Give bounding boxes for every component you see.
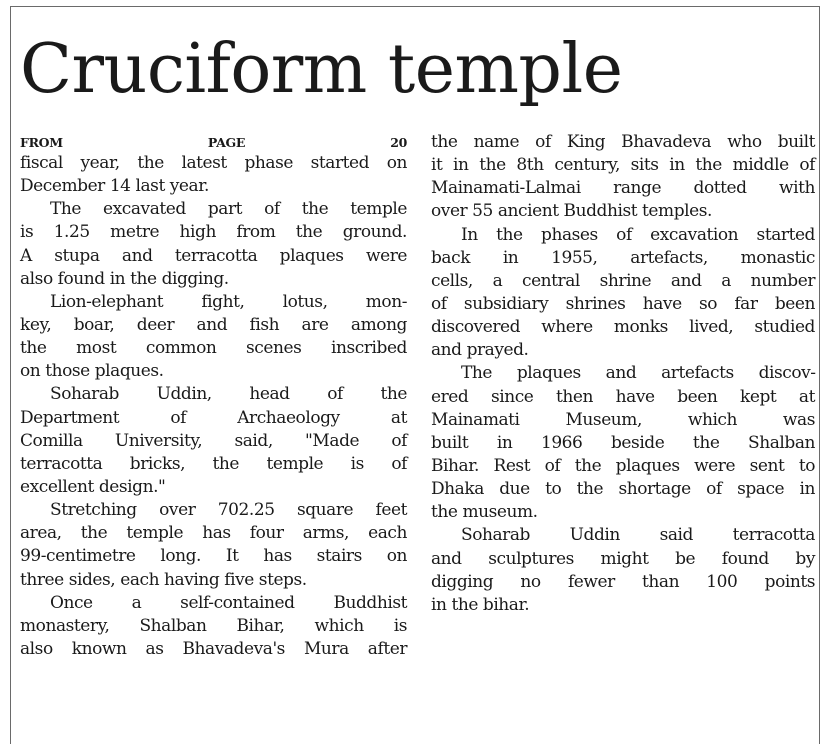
text-line: the name of King Bhavadeva who built [431, 132, 815, 152]
text-line: three sides, each having five steps. [20, 569, 307, 590]
clipping-border-left [10, 6, 11, 744]
clipping-border-top [10, 6, 820, 7]
text-line: the museum. [431, 502, 538, 523]
text-line: ered since then have been kept at [431, 386, 815, 407]
text-line: and prayed. [431, 340, 529, 361]
text-line: the most common scenes inscribed [20, 338, 407, 359]
text-line: Department of Archaeology at [20, 407, 407, 428]
text-line: A stupa and terracotta plaques were [20, 245, 407, 266]
article-column-right [431, 131, 815, 617]
text-line: Lion-elephant fight, lotus, mon- [50, 291, 407, 312]
text-line: Soharab Uddin said terracotta [461, 525, 815, 546]
text-line: back in 1955, artefacts, monastic [431, 247, 815, 268]
text-line: of subsidiary shrines have so far been [431, 293, 815, 314]
text-line: The plaques and artefacts discov- [461, 363, 815, 384]
text-line: The excavated part of the temple [50, 199, 407, 220]
text-line: digging no fewer than 100 points [431, 571, 815, 592]
text-line: is 1.25 metre high from the ground. [20, 222, 407, 243]
text-line: area, the temple has four arms, each [20, 523, 407, 544]
text-line: key, boar, deer and fish are among [20, 314, 407, 335]
text-line: also found in the digging. [20, 268, 229, 289]
text-line: terracotta bricks, the temple is of [20, 453, 407, 474]
text-line: fiscal year, the latest phase started on [20, 153, 407, 173]
text-line: Comilla University, said, "Made of [20, 430, 407, 451]
article-headline: Cruciform temple [20, 30, 623, 109]
text-line: Stretching over 702.25 square feet [50, 500, 407, 521]
text-line: excellent design." [20, 476, 166, 497]
text-line: cells, a central shrine and a number [431, 270, 815, 291]
text-line: over 55 ancient Buddhist temples. [431, 201, 712, 222]
clipping-border-right [819, 6, 820, 744]
text-line: on those plaques. [20, 361, 164, 382]
text-line: in the bihar. [431, 594, 530, 615]
text-line: 99-centimetre long. It has stairs on [20, 546, 407, 567]
text-line: Mainamati-Lalmai range dotted with [431, 178, 815, 199]
text-line: Soharab Uddin, head of the [50, 384, 407, 405]
text-line: Dhaka due to the shortage of space in [431, 479, 815, 500]
text-line: it in the 8th century, sits in the middle of [431, 155, 815, 176]
text-line: Mainamati Museum, which was [431, 409, 815, 430]
text-line: discovered where monks lived, studied [431, 317, 815, 338]
text-line: In the phases of excavation started [461, 224, 815, 245]
jump-line: FROM PAGE 20 [20, 135, 407, 150]
text-line: and sculptures might be found by [431, 548, 815, 569]
text-line: monastery, Shalban Bihar, which is [20, 615, 407, 636]
article-column-left [20, 135, 407, 661]
text-line: also known as Bhavadeva's Mura after [20, 638, 407, 659]
text-line: December 14 last year. [20, 176, 209, 197]
text-line: built in 1966 beside the Shalban [431, 432, 815, 453]
text-line: Bihar. Rest of the plaques were sent to [431, 455, 815, 476]
text-line: Once a self-contained Buddhist [50, 592, 407, 613]
